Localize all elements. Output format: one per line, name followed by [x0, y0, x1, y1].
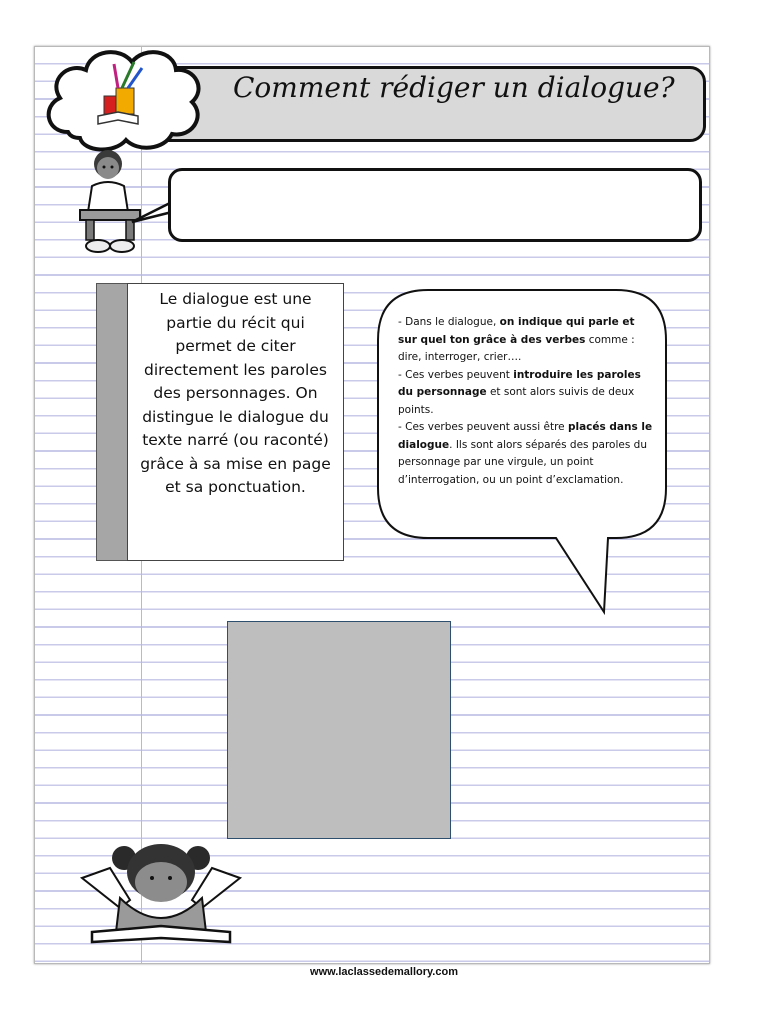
explanation-point-3: [398, 419, 656, 489]
girl-reading-icon: [70, 838, 252, 952]
highlight-text: introduire les paroles du personnage: [398, 368, 641, 398]
explanation-text: [398, 314, 656, 489]
title-banner: [150, 66, 706, 142]
text-fragment: comme : dire, interroger, crier….: [398, 333, 635, 363]
website-footer: www.laclassedemallory.com: [310, 966, 458, 978]
pencil-cup-cloud-icon: [38, 40, 208, 156]
text-fragment: - Ces verbes peuvent aussi être: [398, 421, 568, 433]
explanation-point-1: [398, 314, 656, 367]
highlight-text: placés dans le dialogue: [398, 421, 653, 451]
image-placeholder: [227, 621, 451, 839]
definition-box: Le dialogue est une partie du récit qui permet de citer directement les paroles des personnages. On distingue le dialogue du texte narré (ou raconté) grâce à sa mise en page et sa ponctuation.: [127, 283, 344, 561]
text-fragment: - Ces verbes peuvent: [398, 368, 514, 381]
text-fragment: . Ils sont alors séparés des paroles du personnage par une virgule, un point d’interrogation, ou un point d’exclamation.: [398, 438, 647, 486]
explanation-point-2: [398, 367, 656, 420]
empty-speech-bubble: [168, 168, 702, 242]
text-fragment: et sont alors suivis de deux points.: [398, 386, 635, 416]
page-title: Comment rédiger un dialogue?: [233, 71, 675, 104]
highlight-text: on indique qui parle et sur quel ton grâce à des verbes: [398, 316, 635, 346]
text-fragment: - Dans le dialogue,: [398, 316, 500, 328]
definition-side-bar: [96, 283, 128, 561]
